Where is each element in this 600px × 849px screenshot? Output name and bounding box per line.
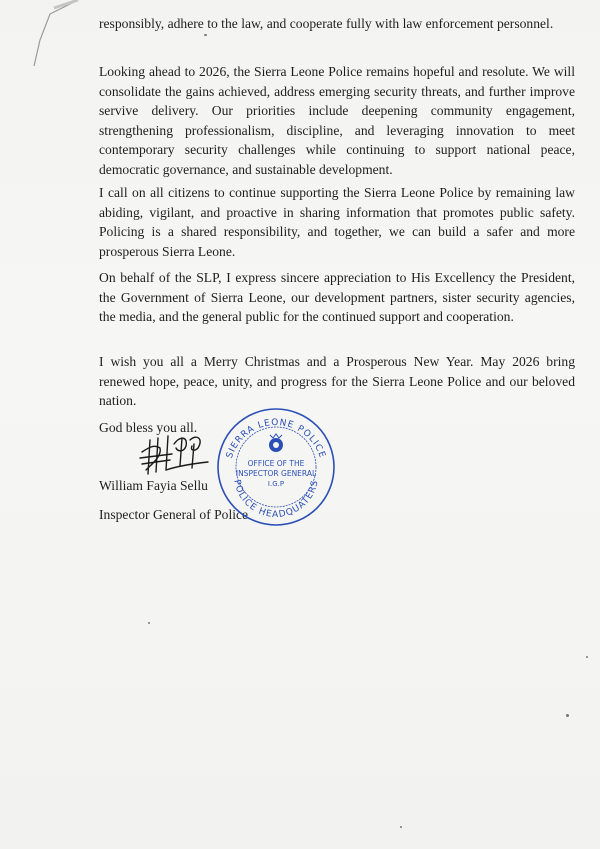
paragraph-3: I call on all citizens to continue supporting the Sierra Leone Police by remaining law abiding, vigilant, and proactive in sharing information that promotes public safety. Policing is a shared responsibility, and together, we can build a safer and more prosperous Sierra Leone.: [99, 185, 575, 259]
paragraph-2: Looking ahead to 2026, the Sierra Leone Police remains hopeful and resolute. We will consolidate the gains achieved, address emerging security threats, and further improve servive delivery. Our priorities include deepening community engagement, strengthening professionalism, discipline, and leveraging innovation to meet contemporary security challenges while continuing to support national peace, democratic governance, and sustainable development.: [99, 64, 575, 177]
stamp-top-text: SIERRA LEONE POLICE: [224, 417, 328, 460]
stamp-line-2: INSPECTOR GENERAL: [235, 469, 317, 478]
signature-image: [138, 430, 218, 480]
scan-speck: [586, 656, 588, 658]
page-fold-mark: [0, 0, 80, 80]
signatory-name: William Fayia Sellu: [99, 478, 208, 493]
scan-speck: [566, 714, 569, 717]
scan-speck: [400, 826, 402, 828]
closing-line: God bless you all.: [99, 420, 198, 435]
signatory-title: Inspector General of Police: [99, 507, 249, 522]
official-stamp: [214, 405, 338, 529]
paragraph-4: On behalf of the SLP, I express sincere appreciation to His Excellency the President, the Government of Sierra Leone, our development partners, sister security agencies, the media, and the general public for the continued support and cooperation.: [99, 270, 575, 325]
paragraph-5: I wish you all a Merry Christmas and a Prosperous New Year. May 2026 bring renewed hope, peace, unity, and progress for the Sierra Leone Police and our beloved nation.: [99, 354, 575, 409]
stamp-bottom-text: POLICE HEADQUATERS: [231, 478, 321, 521]
stamp-line-1: OFFICE OF THE: [247, 459, 305, 468]
paragraph-1: responsibly, adhere to the law, and cooperate fully with law enforcement personnel.: [99, 16, 554, 31]
scan-speck: [148, 622, 150, 624]
police-crest-icon: [269, 434, 283, 452]
scan-speck: [204, 34, 207, 36]
stamp-line-3: I.G.P: [267, 480, 285, 488]
